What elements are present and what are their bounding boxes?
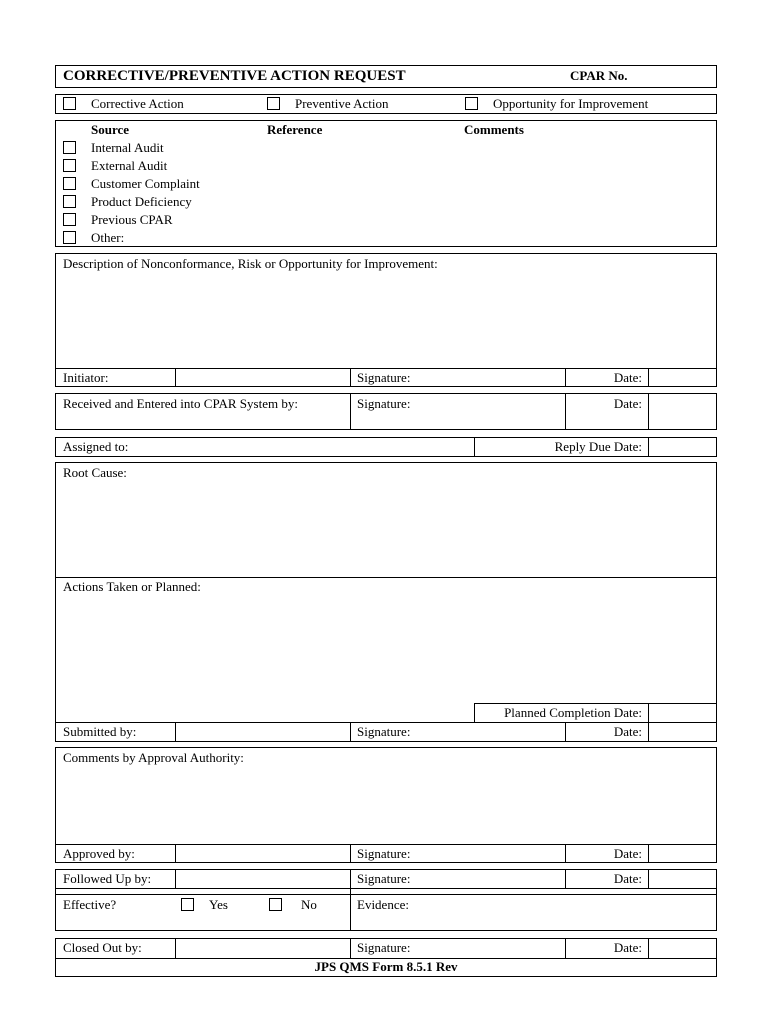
assigned-row (55, 437, 717, 457)
source-item-previous-cpar: Previous CPAR (91, 212, 173, 227)
planned-completion-label: Planned Completion Date: (504, 705, 642, 720)
closed-date-label: Date: (613, 940, 642, 955)
actions-label: Actions Taken or Planned: (63, 579, 201, 594)
form-footer: JPS QMS Form 8.5.1 Rev (314, 959, 458, 974)
internal-audit-checkbox[interactable] (63, 141, 76, 154)
opportunity-label: Opportunity for Improvement (493, 96, 649, 111)
source-header: Source (91, 122, 130, 137)
source-item-customer-complaint: Customer Complaint (91, 176, 200, 191)
initiator-signature-label: Signature: (357, 370, 411, 385)
product-deficiency-checkbox[interactable] (63, 195, 76, 208)
opportunity-checkbox[interactable] (465, 97, 478, 110)
assigned-label: Assigned to: (63, 439, 129, 454)
received-date-label: Date: (613, 396, 642, 411)
form-header (55, 65, 717, 88)
initiator-date-label: Date: (613, 370, 642, 385)
effective-no-checkbox[interactable] (269, 898, 282, 911)
description-label: Description of Nonconformance, Risk or Opportunity for Improvement: (63, 256, 438, 271)
form-title: CORRECTIVE/PREVENTIVE ACTION REQUEST (63, 68, 406, 84)
effective-yes-checkbox[interactable] (181, 898, 194, 911)
other-checkbox[interactable] (63, 231, 76, 244)
source-item-other: Other: (91, 230, 125, 245)
effective-no-label: No (301, 897, 317, 912)
approval-section (55, 747, 717, 863)
source-item-external-audit: External Audit (91, 158, 168, 173)
cpar-no-label: CPAR No. (570, 68, 628, 83)
corrective-action-label: Corrective Action (91, 96, 184, 111)
corrective-action-checkbox[interactable] (63, 97, 76, 110)
comments-header: Comments (464, 122, 524, 137)
comments-approval-label: Comments by Approval Authority: (63, 750, 244, 765)
submitted-label: Submitted by: (63, 724, 137, 739)
source-item-internal-audit: Internal Audit (91, 140, 164, 155)
approved-date-label: Date: (613, 846, 642, 861)
followed-label: Followed Up by: (63, 871, 152, 886)
followed-date-label: Date: (613, 871, 642, 886)
evidence-label: Evidence: (357, 897, 409, 912)
closed-signature-label: Signature: (357, 940, 411, 955)
effective-label: Effective? (63, 897, 117, 912)
received-signature-label: Signature: (357, 396, 411, 411)
submitted-date-label: Date: (613, 724, 642, 739)
source-section (55, 120, 717, 247)
previous-cpar-checkbox[interactable] (63, 213, 76, 226)
follow-up-section (55, 869, 717, 931)
received-label: Received and Entered into CPAR System by: (63, 396, 298, 411)
received-row (55, 393, 717, 430)
source-item-product-deficiency: Product Deficiency (91, 194, 192, 209)
root-cause-section (55, 462, 717, 742)
approved-label: Approved by: (63, 846, 135, 861)
reply-due-label: Reply Due Date: (554, 439, 642, 454)
preventive-action-checkbox[interactable] (267, 97, 280, 110)
preventive-action-label: Preventive Action (295, 96, 389, 111)
root-cause-label: Root Cause: (63, 465, 127, 480)
closed-label: Closed Out by: (63, 940, 142, 955)
closed-out-section (55, 938, 717, 977)
reference-header: Reference (267, 122, 323, 137)
description-section (55, 253, 717, 387)
external-audit-checkbox[interactable] (63, 159, 76, 172)
initiator-label: Initiator: (63, 370, 109, 385)
action-type-row (55, 94, 717, 114)
submitted-signature-label: Signature: (357, 724, 411, 739)
customer-complaint-checkbox[interactable] (63, 177, 76, 190)
effective-yes-label: Yes (209, 897, 228, 912)
approved-signature-label: Signature: (357, 846, 411, 861)
followed-signature-label: Signature: (357, 871, 411, 886)
